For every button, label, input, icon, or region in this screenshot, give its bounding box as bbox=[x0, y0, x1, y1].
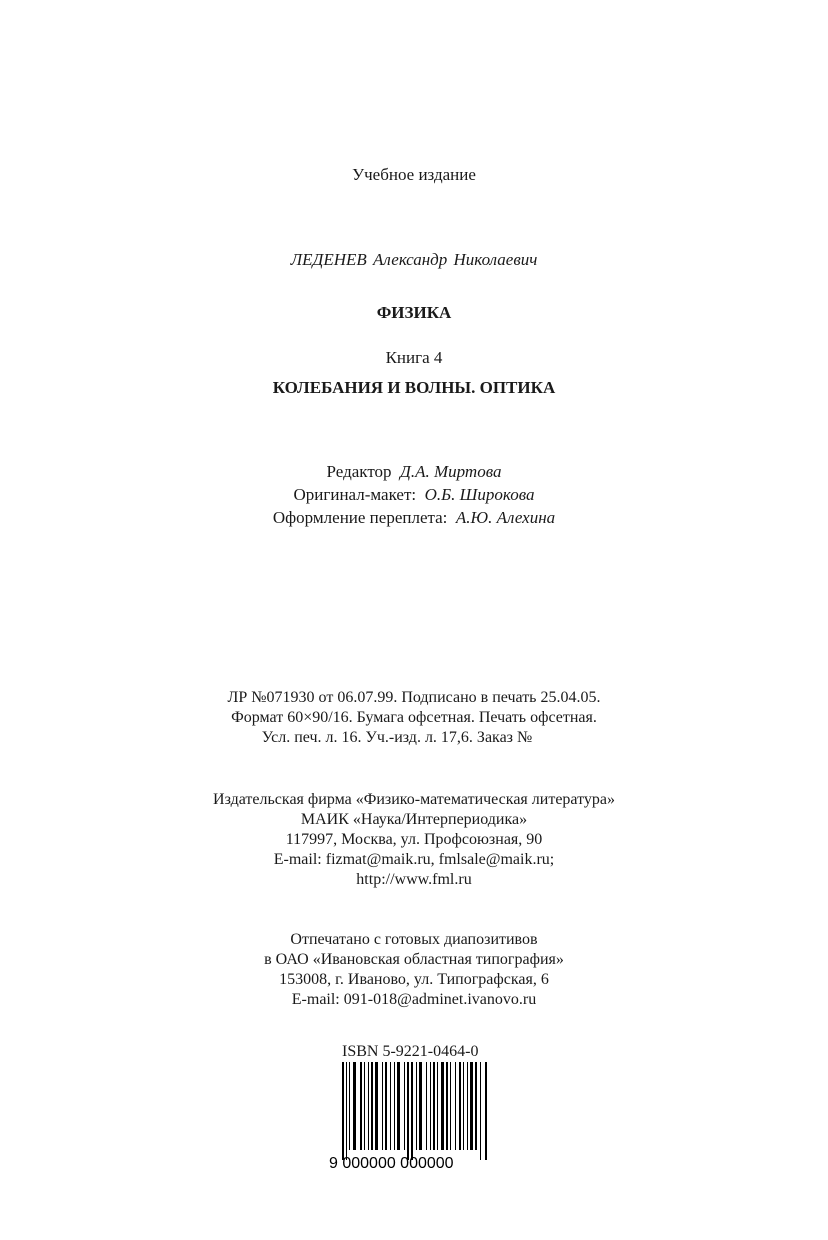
barcode-bar bbox=[475, 1062, 477, 1150]
printer-line: в ОАО «Ивановская областная типография» bbox=[264, 951, 564, 968]
book-title: ФИЗИКА bbox=[376, 303, 452, 322]
barcode-bar bbox=[368, 1062, 369, 1150]
barcode-bar bbox=[426, 1062, 427, 1150]
barcode-bar bbox=[419, 1062, 422, 1150]
printer-block bbox=[0, 930, 828, 1010]
barcode-bar bbox=[371, 1062, 373, 1150]
barcode-bar bbox=[404, 1062, 405, 1150]
publisher-line: http://www.fml.ru bbox=[356, 871, 472, 888]
printer-line: E-mail: 091-018@adminet.ivanovo.ru bbox=[291, 991, 537, 1008]
barcode-bar bbox=[430, 1062, 431, 1150]
barcode-bar bbox=[459, 1062, 461, 1150]
credits-block bbox=[0, 460, 828, 529]
print-info-line: ЛР №071930 от 06.07.99. Подписано в печать 25.04.05. bbox=[227, 689, 601, 706]
barcode-bar bbox=[353, 1062, 356, 1150]
barcode-bar bbox=[390, 1062, 391, 1150]
credit-role: Оригинал-макет: bbox=[293, 485, 417, 504]
isbn-label: ISBN 5-9221-0464-0 bbox=[342, 1043, 479, 1060]
credit-layout bbox=[0, 483, 828, 506]
credit-role: Оформление переплета: bbox=[272, 508, 448, 527]
barcode-bar bbox=[349, 1062, 350, 1150]
barcode-bar bbox=[446, 1062, 448, 1150]
publisher-line: Издательская фирма «Физико-математическая литература» bbox=[213, 791, 615, 808]
credit-editor bbox=[0, 460, 828, 483]
print-info-line: Формат 60×90/16. Бумага офсетная. Печать офсетная. bbox=[231, 709, 597, 726]
publisher-line: МАИК «Наука/Интерпериодика» bbox=[300, 811, 528, 828]
edition-type: Учебное издание bbox=[352, 165, 476, 184]
barcode-bar bbox=[455, 1062, 456, 1150]
barcode-bar bbox=[360, 1062, 362, 1150]
barcode-bar bbox=[397, 1062, 400, 1150]
barcode bbox=[326, 1062, 496, 1172]
publisher-line: E-mail: fizmat@maik.ru, fmlsale@maik.ru; bbox=[273, 851, 555, 868]
printer-line: Отпечатано с готовых диапозитивов bbox=[290, 931, 538, 948]
barcode-bar bbox=[467, 1062, 468, 1150]
barcode-bar bbox=[441, 1062, 444, 1150]
barcode-bar bbox=[375, 1062, 378, 1150]
barcode-bar bbox=[485, 1062, 487, 1160]
barcode-bar bbox=[407, 1062, 409, 1160]
barcode-bar bbox=[342, 1062, 344, 1160]
credit-name: Д.А. Миртова bbox=[400, 462, 502, 481]
barcode-digits: 9 000000 000000 bbox=[329, 1155, 454, 1172]
barcode-bar bbox=[364, 1062, 365, 1150]
credit-name: А.Ю. Алехина bbox=[455, 508, 556, 527]
barcode-bar bbox=[433, 1062, 435, 1150]
barcode-bar bbox=[463, 1062, 464, 1150]
barcode-bar bbox=[450, 1062, 451, 1150]
credit-role: Редактор bbox=[326, 462, 392, 481]
barcode-bar bbox=[411, 1062, 413, 1160]
barcode-bar bbox=[470, 1062, 473, 1150]
barcode-bar bbox=[416, 1062, 417, 1150]
credit-name: О.Б. Широкова bbox=[424, 485, 535, 504]
book-subtitle: КОЛЕБАНИЯ И ВОЛНЫ. ОПТИКА bbox=[272, 378, 556, 397]
credit-cover bbox=[0, 506, 828, 529]
barcode-bar bbox=[394, 1062, 395, 1150]
author-name: ЛЕДЕНЕВ Александр Николаевич bbox=[290, 250, 538, 269]
book-number: Книга 4 bbox=[385, 348, 443, 367]
barcode-bar bbox=[382, 1062, 383, 1150]
printer-line: 153008, г. Иваново, ул. Типографская, 6 bbox=[279, 971, 549, 988]
barcode-bars bbox=[342, 1062, 487, 1160]
print-info-line: Усл. печ. л. 16. Уч.-изд. л. 17,6. Заказ № bbox=[261, 729, 533, 746]
barcode-bar bbox=[346, 1062, 347, 1160]
barcode-bar bbox=[437, 1062, 438, 1150]
barcode-bar bbox=[385, 1062, 387, 1150]
barcode-bar bbox=[480, 1062, 481, 1160]
print-info-block bbox=[0, 688, 828, 748]
publisher-block bbox=[0, 790, 828, 890]
publisher-line: 117997, Москва, ул. Профсоюзная, 90 bbox=[285, 831, 543, 848]
